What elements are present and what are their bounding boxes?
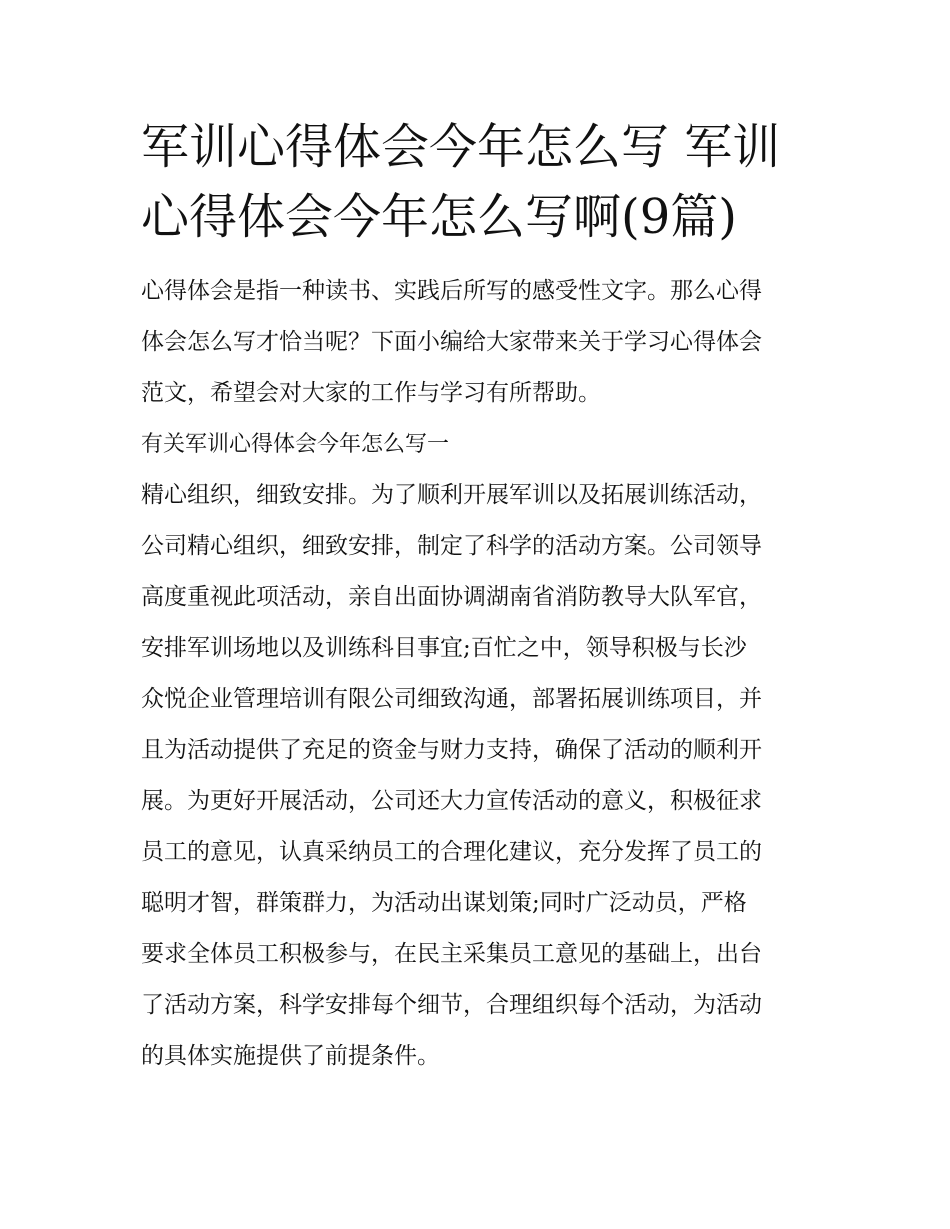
intro-line: 范文，希望会对大家的工作与学习有所帮助。 bbox=[141, 380, 601, 406]
title-line: 心得体会今年怎么写啊(9篇) bbox=[141, 189, 737, 245]
intro-paragraph bbox=[141, 266, 811, 419]
body-line: 的具体实施提供了前提条件。 bbox=[141, 1043, 440, 1069]
body-line: 员工的意见，认真采纳员工的合理化建议，充分发挥了员工的 bbox=[141, 839, 762, 865]
body-line: 聪明才智，群策群力，为活动出谋划策;同时广泛动员，严格 bbox=[141, 890, 747, 916]
body-line: 且为活动提供了充足的资金与财力支持，确保了活动的顺利开 bbox=[141, 737, 762, 763]
body-line: 众悦企业管理培训有限公司细致沟通，部署拓展训练项目，并 bbox=[141, 686, 762, 712]
document-page bbox=[141, 112, 811, 1082]
body-line: 精心组织，细致安排。为了顺利开展军训以及拓展训练活动， bbox=[141, 482, 762, 508]
body-line: 高度重视此项活动，亲自出面协调湖南省消防教导大队军官， bbox=[141, 584, 762, 610]
section-heading: 有关军训心得体会今年怎么写一 bbox=[141, 432, 450, 457]
body-line: 公司精心组织，细致安排，制定了科学的活动方案。公司领导 bbox=[141, 533, 762, 559]
body-line: 展。为更好开展活动，公司还大力宣传活动的意义，积极征求 bbox=[141, 788, 762, 814]
title-line: 军训心得体会今年怎么写 军训 bbox=[141, 119, 781, 175]
document-title bbox=[141, 112, 811, 252]
body-line: 要求全体员工积极参与，在民主采集员工意见的基础上，出台 bbox=[141, 941, 762, 967]
body-line: 安排军训场地以及训练科目事宜;百忙之中，领导积极与长沙 bbox=[141, 635, 747, 661]
intro-line: 心得体会是指一种读书、实践后所写的感受性文字。那么心得 bbox=[141, 278, 762, 304]
body-paragraph bbox=[141, 470, 811, 1082]
body-line: 了活动方案，科学安排每个细节，合理组织每个活动，为活动 bbox=[141, 992, 762, 1018]
intro-line: 体会怎么写才恰当呢？下面小编给大家带来关于学习心得体会 bbox=[141, 329, 762, 355]
